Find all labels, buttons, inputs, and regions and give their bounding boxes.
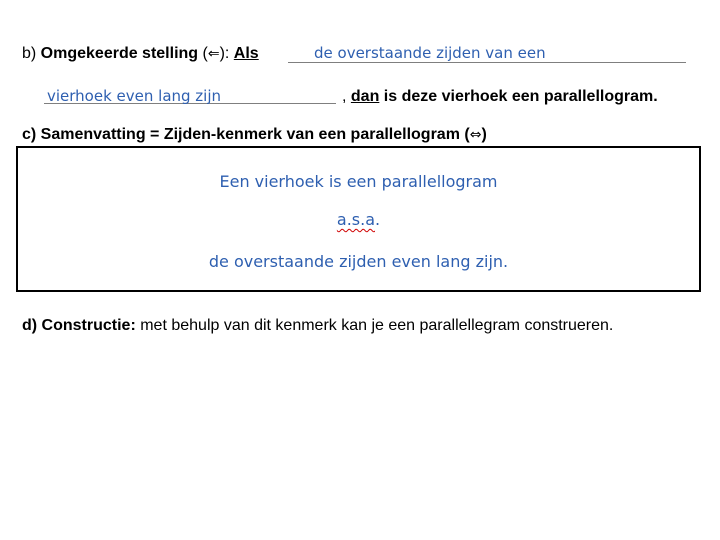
summary-heading-text: c) Samenvatting = Zijden-kenmerk van een parallellogram ( [22, 126, 470, 143]
dan-keyword: dan [350, 88, 380, 105]
statement-b-symbol-open: ( [198, 45, 208, 62]
statement-b-row1 [22, 44, 259, 64]
asa-text: a.s.a [336, 210, 376, 229]
summary-box [16, 146, 701, 292]
box-line-3: de overstaande zijden even lang zijn. [208, 252, 509, 271]
statement-b-prefix: b) [22, 45, 41, 62]
construction-heading: d) Constructie: [22, 317, 136, 334]
answer-fill-1: de overstaande zijden van een [314, 44, 546, 62]
statement-b-symbol-close: ): [219, 45, 234, 62]
double-arrow-icon: ⇔ [469, 127, 482, 143]
statement-b-row2 [342, 87, 658, 107]
construction-row [22, 316, 613, 336]
asa-period: . [375, 210, 381, 229]
box-line-2 [18, 210, 699, 230]
answer-fill-2: vierhoek even lang zijn [47, 87, 222, 105]
statement-b-comma: , [342, 88, 351, 105]
summary-heading [22, 125, 487, 145]
als-keyword: Als [233, 45, 259, 62]
summary-heading-close: ) [481, 126, 487, 143]
statement-b-title: Omgekeerde stelling [40, 45, 199, 62]
box-line-1: Een vierhoek is een parallellogram [219, 172, 498, 191]
left-arrow-icon: ⇐ [207, 46, 220, 62]
statement-b-rest: is deze vierhoek een parallellogram. [379, 88, 658, 105]
construction-text: met behulp van dit kenmerk kan je een parallellegram construeren. [135, 317, 614, 334]
